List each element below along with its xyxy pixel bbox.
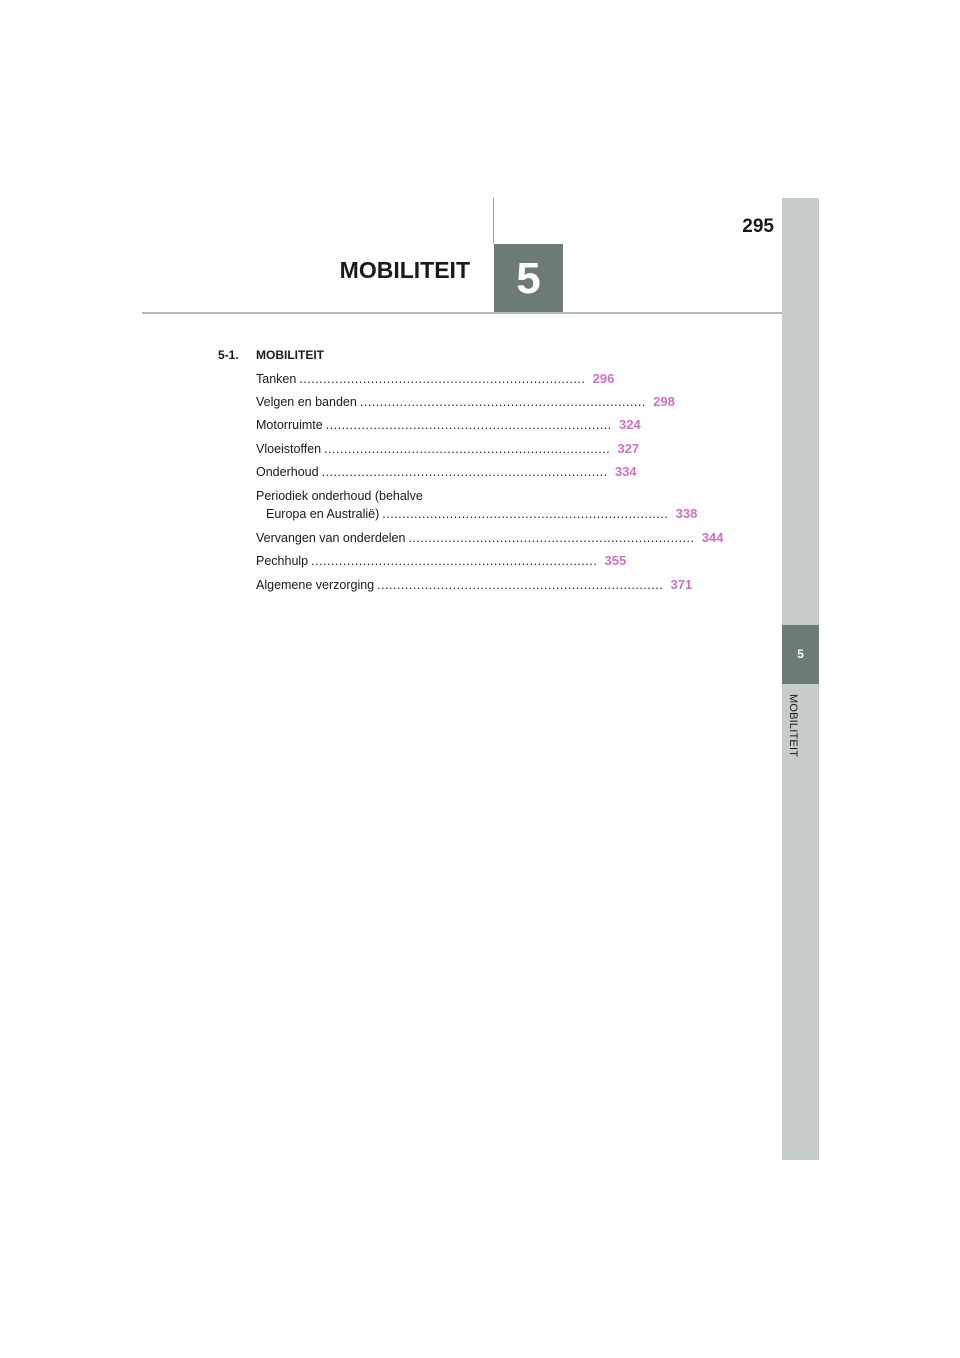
toc-leader-dots: ........................................................................ (382, 507, 669, 521)
toc-entry[interactable] (256, 530, 724, 548)
toc-entry[interactable] (256, 553, 627, 571)
toc-entry-label: Vervangen van onderdelen (256, 531, 406, 545)
page-number: 295 (742, 216, 774, 237)
toc-leader-dots: ........................................................................ (321, 465, 608, 479)
toc-entry-page-link[interactable]: 327 (617, 441, 640, 456)
toc-entry[interactable] (256, 417, 641, 435)
toc-entry-page-link[interactable]: 344 (701, 530, 724, 545)
toc-entry-page-link[interactable]: 324 (619, 417, 641, 432)
toc-section-title: MOBILITEIT (256, 348, 324, 362)
toc-entry-label: Tanken (256, 372, 297, 386)
toc-entry-page-link[interactable]: 371 (670, 577, 693, 592)
toc-entry-page-link[interactable]: 334 (614, 464, 637, 479)
toc-leader-dots: ........................................................................ (311, 554, 598, 568)
chapter-title: MOBILITEIT (339, 257, 470, 283)
header-rule (142, 312, 782, 314)
toc-leader-dots: ........................................................................ (359, 395, 646, 409)
toc-section-number: 5-1. (218, 348, 239, 362)
toc-leader-dots: ........................................................................ (325, 418, 612, 432)
toc-entry-page-link[interactable]: 298 (653, 394, 675, 409)
toc-entry[interactable] (256, 371, 615, 389)
toc-leader-dots: ........................................................................ (377, 578, 664, 592)
toc-entry-label: Pechhulp (256, 554, 309, 568)
toc-entry[interactable] (256, 577, 693, 595)
toc-entry[interactable] (266, 506, 698, 524)
toc-entry-label: Motorruimte (256, 418, 323, 432)
toc-entry-label: Vloeistoffen (256, 442, 322, 456)
toc-entry-label: Onderhoud (256, 465, 319, 479)
toc-leader-dots: ........................................................................ (324, 442, 611, 456)
toc-leader-dots: ........................................................................ (408, 531, 695, 545)
toc-entry[interactable] (256, 441, 640, 459)
side-thumb-tab-active[interactable]: 5 (782, 625, 819, 684)
side-thumb-tab-label: MOBILITEIT (787, 694, 799, 758)
toc-entry-page-link[interactable]: 355 (604, 553, 627, 568)
toc-entry-label: Algemene verzorging (256, 578, 375, 592)
toc-entry-page-link[interactable]: 338 (675, 506, 698, 521)
chapter-number-box: 5 (494, 244, 563, 313)
toc-entry[interactable] (256, 394, 675, 412)
toc-entry-label-line1: Periodiek onderhoud (behalve (256, 489, 423, 503)
toc-entry-label: Velgen en banden (256, 395, 357, 409)
toc-entry[interactable] (256, 464, 637, 482)
toc-leader-dots: ........................................................................ (299, 372, 586, 386)
header-divider-vertical (493, 198, 494, 244)
toc-entry-label: Europa en Australië) (266, 507, 380, 521)
toc-entry-page-link[interactable]: 296 (592, 371, 615, 386)
